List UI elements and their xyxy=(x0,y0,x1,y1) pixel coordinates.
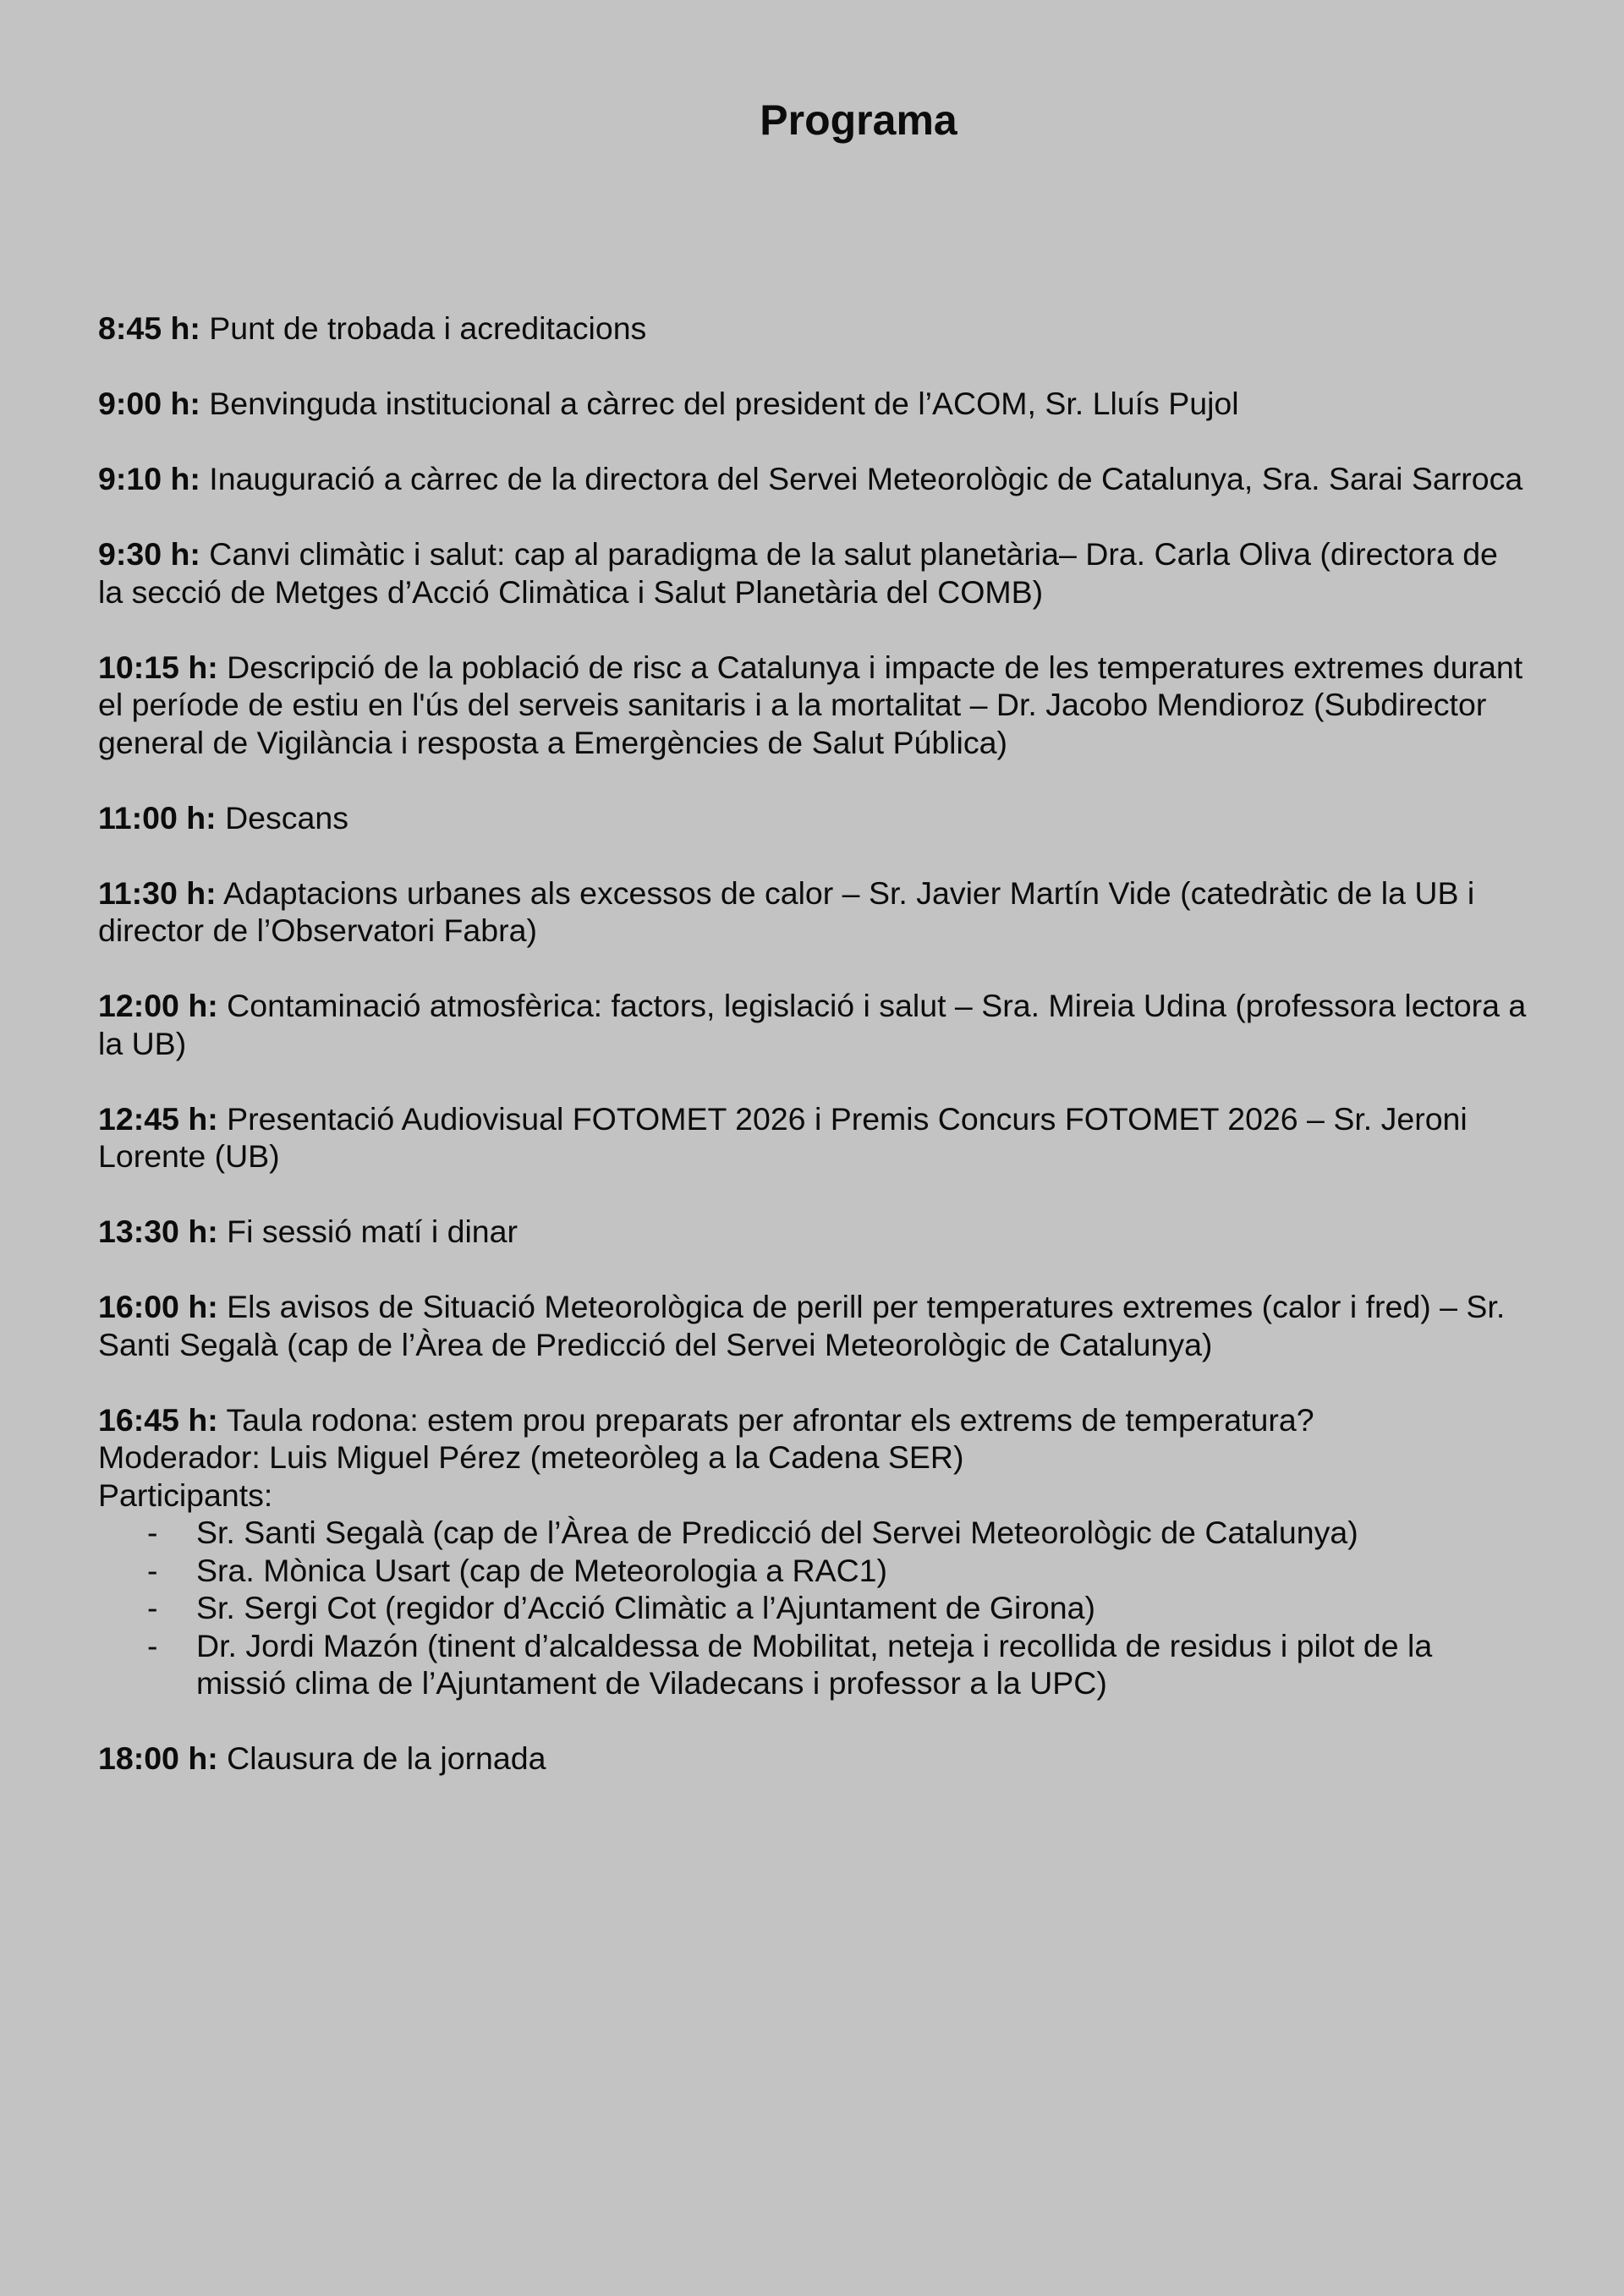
agenda-item xyxy=(98,799,1528,837)
agenda-text: Presentació Audiovisual FOTOMET 2026 i Premis Concurs FOTOMET 2026 – Sr. Jeroni Lorente (UB) xyxy=(98,1100,1468,1174)
agenda-time: 11:00 h: xyxy=(98,799,217,836)
roundtable-moderator: Moderador: Luis Miguel Pérez (meteoròleg a la Cadena SER) xyxy=(98,1439,964,1475)
participant-item xyxy=(98,1552,1528,1590)
agenda-item xyxy=(98,385,1528,423)
agenda-text: Punt de trobada i acreditacions xyxy=(209,310,647,346)
agenda-text: Fi sessió matí i dinar xyxy=(227,1214,518,1249)
agenda-item xyxy=(98,460,1528,498)
agenda-time: 9:30 h: xyxy=(98,536,200,572)
agenda-time: 18:00 h: xyxy=(98,1740,218,1776)
agenda-time: 9:10 h: xyxy=(98,461,200,496)
roundtable-title: Taula rodona: estem prou preparats per afrontar els extrems de temperatura? xyxy=(226,1401,1314,1438)
participant-text: Sr. Santi Segalà (cap de l’Àrea de Predicció del Servei Meteorològic de Catalunya) xyxy=(196,1515,1358,1550)
agenda-item xyxy=(98,1100,1528,1175)
agenda-time: 8:45 h: xyxy=(98,310,200,346)
agenda-item xyxy=(98,874,1528,950)
agenda-text: Descans xyxy=(225,799,348,836)
agenda-item xyxy=(98,310,1528,348)
agenda-time: 13:30 h: xyxy=(98,1214,218,1249)
agenda-item xyxy=(98,987,1528,1062)
list-bullet: - xyxy=(147,1515,158,1550)
participant-item xyxy=(98,1627,1528,1702)
agenda-text: Contaminació atmosfèrica: factors, legislació i salut – Sra. Mireia Udina (professora lectora a la UB) xyxy=(98,988,1527,1061)
agenda-time: 16:00 h: xyxy=(98,1289,218,1324)
roundtable-time: 16:45 h: xyxy=(98,1401,218,1438)
agenda-time: 12:45 h: xyxy=(98,1100,218,1137)
agenda-item xyxy=(98,1288,1528,1363)
list-bullet: - xyxy=(147,1552,158,1588)
participants-label: Participants: xyxy=(98,1477,273,1513)
agenda-text: Benvinguda institucional a càrrec del president de l’ACOM, Sr. Lluís Pujol xyxy=(209,386,1239,421)
agenda-text: Descripció de la població de risc a Catalunya i impacte de les temperatures extremes durant el període de estiu en l'ús del serveis sanitaris i a la mortalitat – Dr. Jacobo Mendioroz (Subdirector general de Vigilància i resposta a Emergències de Salut Pública) xyxy=(98,649,1523,760)
agenda-time: 10:15 h: xyxy=(98,649,218,685)
agenda-item xyxy=(98,1213,1528,1251)
agenda-time: 11:30 h: xyxy=(98,874,217,911)
agenda-item xyxy=(98,649,1528,762)
agenda-text: Inauguració a càrrec de la directora del Servei Meteorològic de Catalunya, Sra. Sarai Sarroca xyxy=(209,461,1523,496)
participant-text: Sr. Sergi Cot (regidor d’Acció Climàtic a l’Ajuntament de Girona) xyxy=(196,1590,1095,1625)
page-title: Programa xyxy=(760,96,957,144)
participant-item xyxy=(98,1514,1528,1552)
agenda-time: 12:00 h: xyxy=(98,988,218,1023)
list-bullet: - xyxy=(147,1627,158,1663)
agenda-text: Clausura de la jornada xyxy=(227,1740,546,1776)
participant-item xyxy=(98,1589,1528,1627)
agenda-text: Adaptacions urbanes als excessos de calor – Sr. Javier Martín Vide (catedràtic de la UB i director de l’Observatori Fabra) xyxy=(98,874,1475,948)
agenda-text: Els avisos de Situació Meteorològica de perill per temperatures extremes (calor i fred) – Sr. Santi Segalà (cap de l’Àrea de Predicció del Servei Meteorològic de Catalunya) xyxy=(98,1289,1506,1362)
list-bullet: - xyxy=(147,1590,158,1625)
participants-list xyxy=(98,1514,1528,1702)
agenda-text: Canvi climàtic i salut: cap al paradigma de la salut planetària– Dra. Carla Oliva (directora de la secció de Metges d’Acció Climàtica i Salut Planetària del COMB) xyxy=(98,536,1498,610)
agenda-item-closing xyxy=(98,1740,1528,1778)
participant-text: Sra. Mònica Usart (cap de Meteorologia a RAC1) xyxy=(196,1552,888,1588)
agenda-item xyxy=(98,535,1528,611)
participant-text: Dr. Jordi Mazón (tinent d’alcaldessa de Mobilitat, neteja i recollida de residus i pilot de la missió clima de l’Ajuntament de Viladecans i professor a la UPC) xyxy=(196,1627,1433,1701)
agenda xyxy=(98,310,1528,1815)
roundtable-item xyxy=(98,1401,1528,1702)
agenda-time: 9:00 h: xyxy=(98,386,200,421)
